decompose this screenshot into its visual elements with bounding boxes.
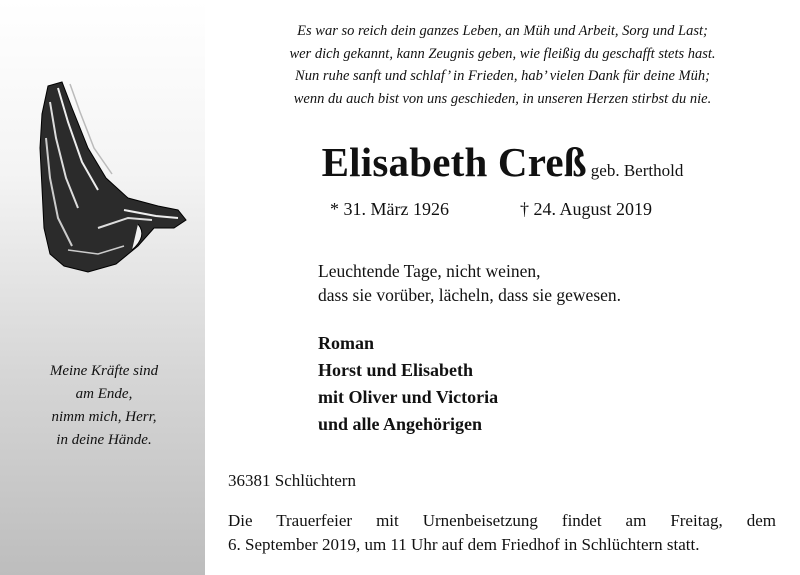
deceased-name: Elisabeth Creß bbox=[321, 139, 587, 185]
death-date: † 24. August 2019 bbox=[520, 199, 653, 219]
funeral-notice-line: Die Trauerfeier mit Urnenbeisetzung findet am Freitag, dem bbox=[228, 511, 776, 530]
maiden-name: geb. Berthold bbox=[590, 161, 684, 180]
sidebar bbox=[0, 0, 205, 575]
mourners bbox=[318, 330, 498, 438]
top-poem bbox=[205, 20, 800, 110]
funeral-notice bbox=[228, 509, 776, 557]
mourner-line: Horst und Elisabeth bbox=[318, 360, 474, 380]
verse-line: dass sie vorüber, lächeln, dass sie gewesen. bbox=[318, 285, 622, 305]
mourner-line: mit Oliver und Victoria bbox=[318, 387, 499, 407]
location: 36381 Schlüchtern bbox=[228, 471, 356, 490]
mourner-line: und alle Angehörigen bbox=[318, 414, 483, 434]
verse bbox=[318, 259, 621, 307]
top-poem-line: Es war so reich dein ganzes Leben, an Müh und Arbeit, Sorg und Last; bbox=[297, 23, 708, 39]
top-poem-line: Nun ruhe sanft und schlaf’ in Frieden, hab’ vielen Dank für deine Müh; bbox=[295, 68, 710, 84]
name-line bbox=[205, 138, 800, 186]
side-poem-line: nimm mich, Herr, bbox=[51, 409, 157, 425]
top-poem-line: wer dich gekannt, kann Zeugnis geben, wie fleißig du geschafft stets hast. bbox=[289, 45, 716, 62]
side-poem-line: am Ende, bbox=[75, 386, 133, 402]
obituary-content bbox=[205, 0, 800, 575]
mourner-line: Roman bbox=[318, 333, 375, 353]
side-poem bbox=[20, 360, 188, 452]
verse-line: Leuchtende Tage, nicht weinen, bbox=[318, 261, 541, 281]
top-poem-line: wenn du auch bist von uns geschieden, in unseren Herzen stirbst du nie. bbox=[293, 90, 712, 107]
side-poem-line: Meine Kräfte sind bbox=[49, 363, 159, 379]
birth-date: * 31. März 1926 bbox=[330, 199, 449, 219]
side-poem-line: in deine Hände. bbox=[56, 432, 152, 448]
funeral-notice-line: 6. September 2019, um 11 Uhr auf dem Friedhof in Schlüchtern statt. bbox=[228, 535, 700, 554]
praying-hands-icon bbox=[28, 78, 188, 278]
